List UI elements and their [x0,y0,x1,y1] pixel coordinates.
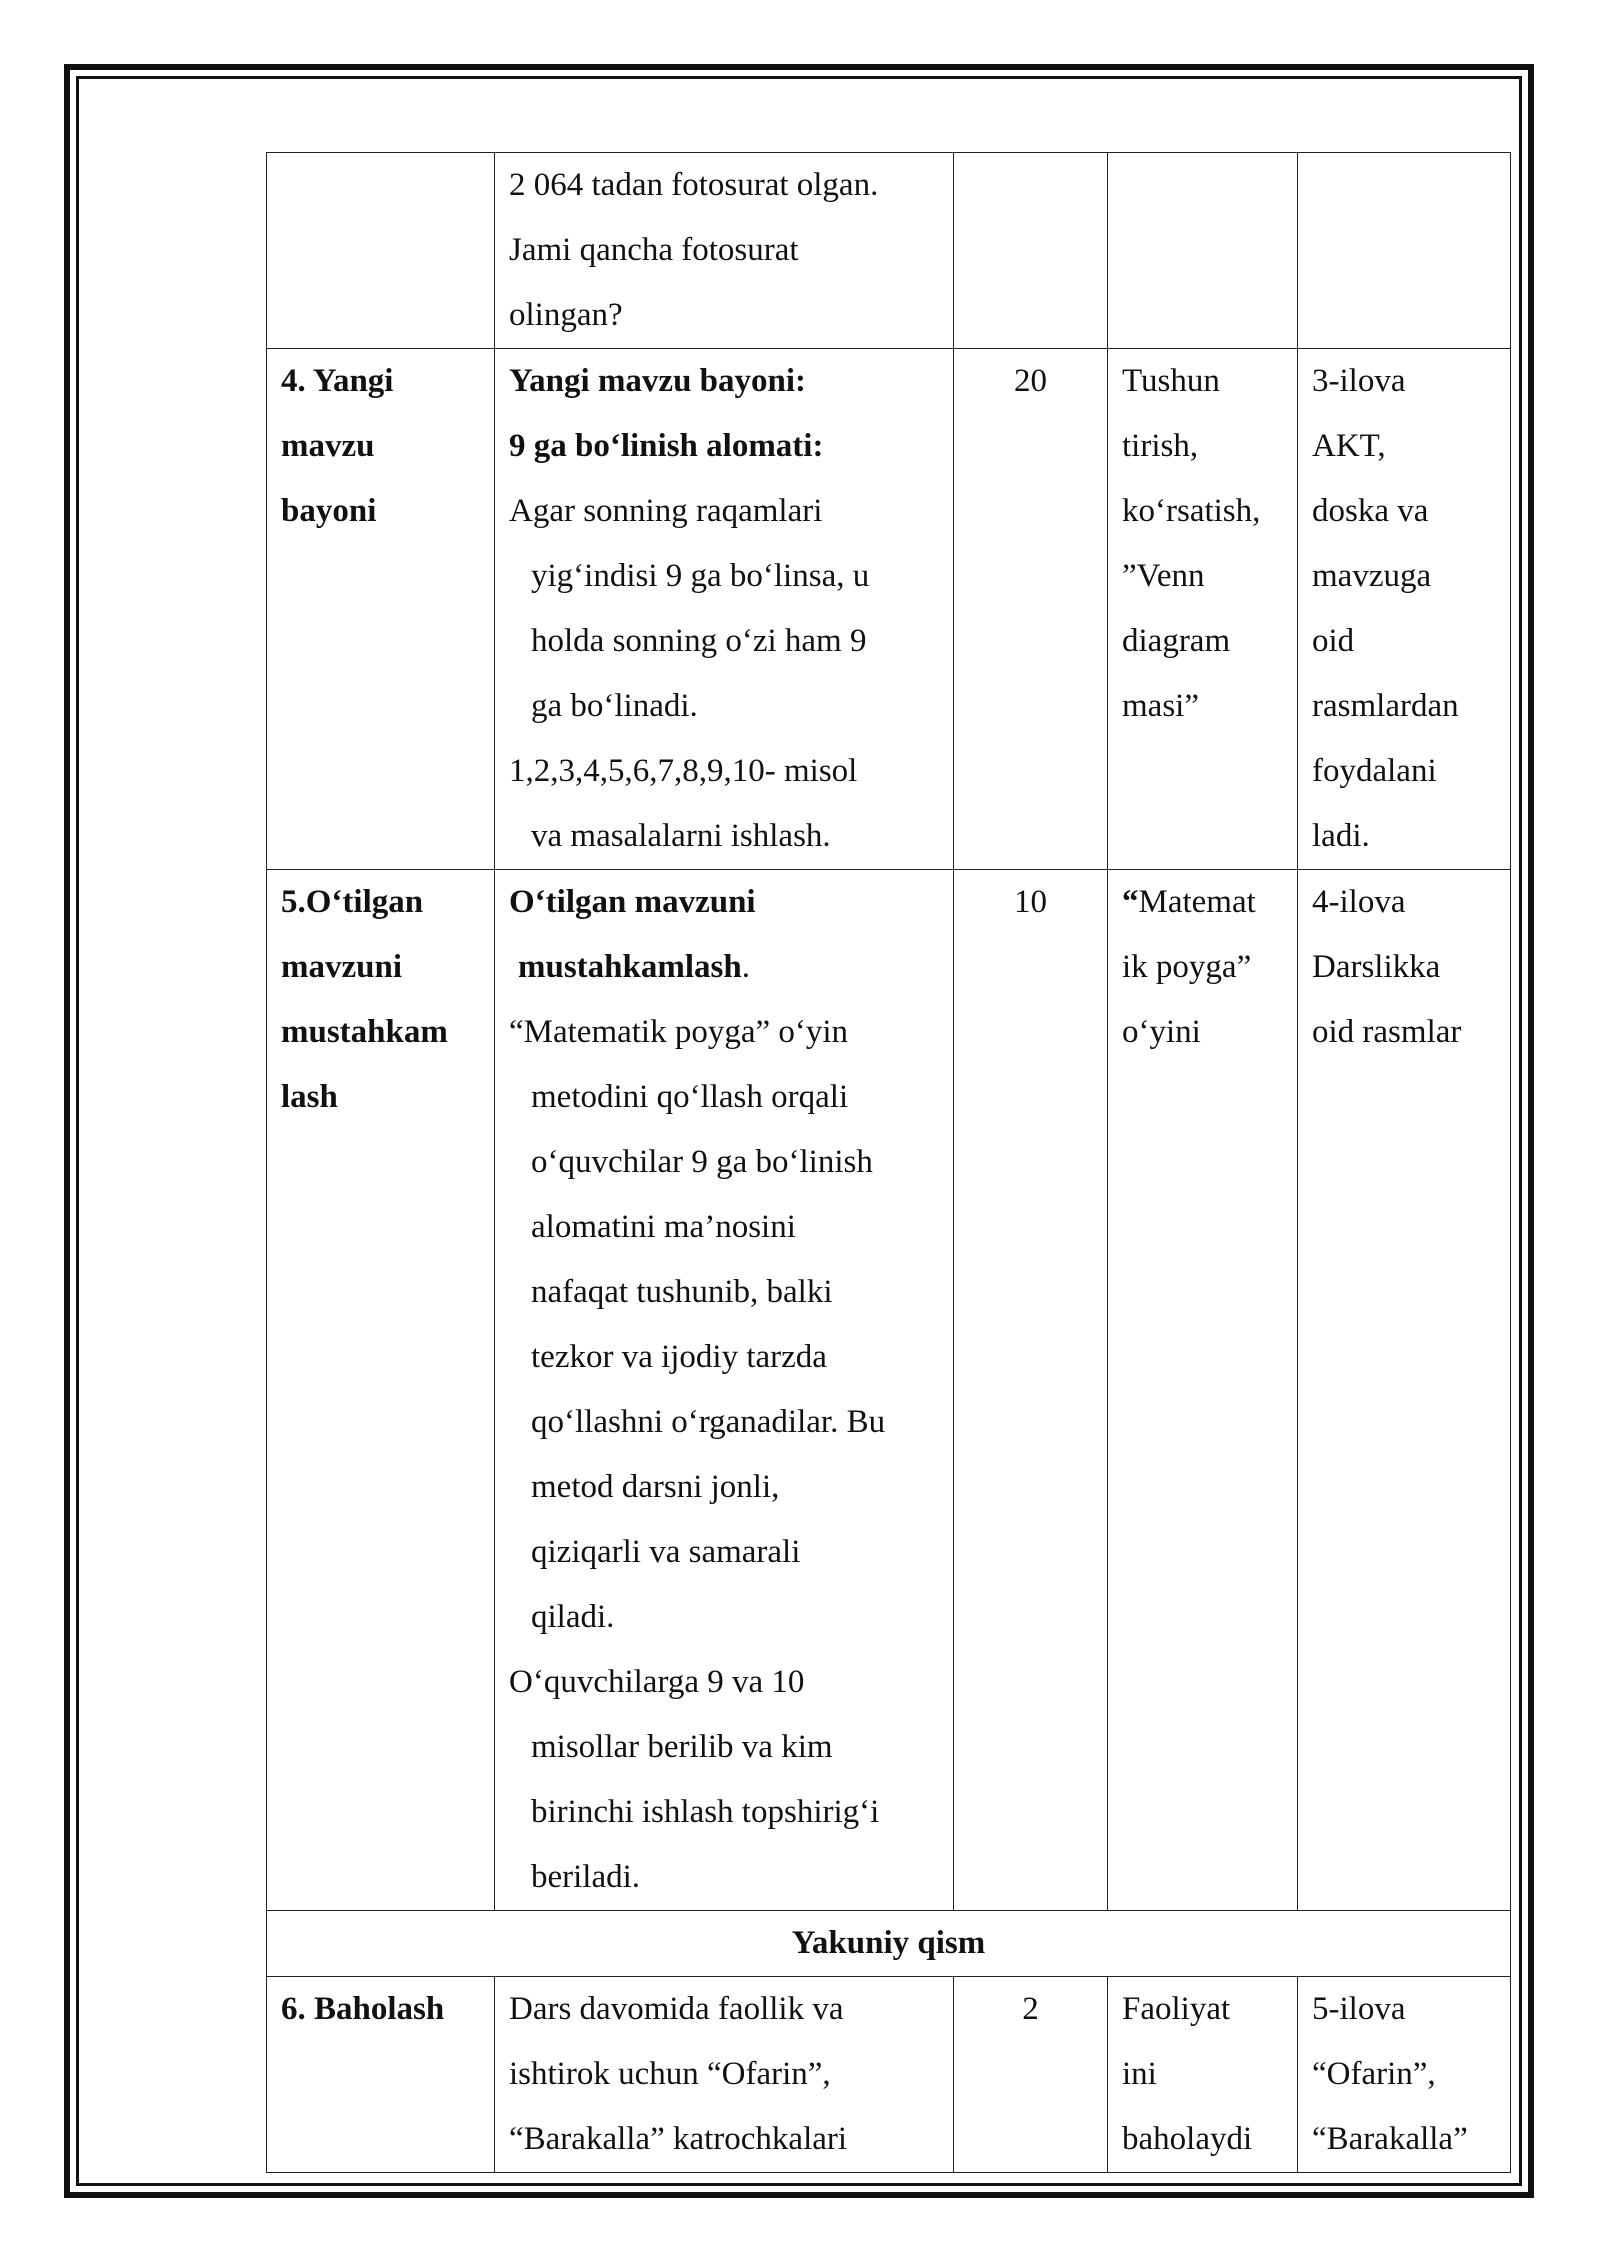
content-line: “Matematik poyga” o‘yin [509,1014,849,1050]
content-heading: 9 ga bo‘linish alomati: [509,428,824,464]
resource-line: ladi. [1312,818,1370,854]
section-row [267,1911,1511,1977]
table-row [267,870,1511,1911]
resource-line: mavzuga [1312,558,1432,594]
method-cell [1108,870,1298,1911]
table-row [267,349,1511,870]
content-line: qiladi. [531,1599,615,1635]
time-cell: 10 [954,870,1108,1911]
content-line: birinchi ishlash topshirig‘i [531,1794,880,1830]
stage-line: bayoni [281,493,377,529]
stage-line: mavzu [281,428,375,464]
resource-line: foydalani [1312,753,1437,789]
content-line: beriladi. [531,1859,641,1895]
content-line: qo‘llashni o‘rganadilar. Bu [531,1404,886,1440]
method-quote: “ [1122,884,1139,920]
method-line: diagram [1122,623,1231,659]
content-line: olingan? [509,297,623,333]
content-line: Agar sonning raqamlari [509,493,823,529]
stage-cell [267,349,495,870]
time-cell: 20 [954,349,1108,870]
table-row [267,1977,1511,2173]
content-line: alomatini ma’nosini [531,1209,796,1245]
resource-cell [1298,349,1511,870]
content-line: Dars davomida faollik va [509,1991,844,2027]
stage-cell: 6. Baholash [267,1977,495,2173]
content-line: metodini qo‘llash orqali [531,1079,849,1115]
time-cell [954,153,1108,349]
content-line: o‘quvchilar 9 ga bo‘linish [531,1144,873,1180]
content-line: qiziqarli va samarali [531,1534,801,1570]
method-line: tirish, [1122,428,1199,464]
content-line: metod darsni jonli, [531,1469,780,1505]
method-line: masi” [1122,688,1199,724]
resource-cell [1298,870,1511,1911]
content-line: ga bo‘linadi. [531,688,698,724]
method-line [1122,870,1283,935]
stage-cell [267,153,495,349]
resource-line: AKT, [1312,428,1386,464]
stage-line: mavzuni [281,949,403,985]
content-heading: Yangi mavzu bayoni: [509,363,807,399]
content-heading-tail: . [741,949,750,985]
content-line: 2 064 tadan fotosurat olgan. [509,167,879,203]
method-line: ”Venn [1122,558,1205,594]
resource-line: “Ofarin”, [1312,2056,1436,2092]
content-line: yig‘indisi 9 ga bo‘linsa, u [531,558,870,594]
content-line: O‘quvchilarga 9 va 10 [509,1664,805,1700]
method-line: baholaydi [1122,2121,1253,2157]
lesson-plan-table [266,152,1511,2173]
content-line: Jami qancha fotosurat [509,232,799,268]
method-line: Tushun [1122,363,1220,399]
stage-line: 5.O‘tilgan [281,884,424,920]
method-cell [1108,349,1298,870]
table-row [267,153,1511,349]
resource-line: rasmlardan [1312,688,1459,724]
resource-line: oid [1312,623,1355,659]
content-cell [495,1977,954,2173]
stage-line: mustahkam [281,1014,448,1050]
stage-cell [267,870,495,1911]
content-heading-bold: mustahkamlash [518,949,742,985]
resource-line: 3-ilova [1312,363,1406,399]
resource-line: “Barakalla” [1312,2121,1468,2157]
resource-line: 4-ilova [1312,884,1406,920]
method-word: Matemat [1138,884,1256,920]
method-line: ko‘rsatish, [1122,493,1261,529]
content-cell [495,870,954,1911]
content-cell [495,349,954,870]
resource-line: Darslikka [1312,949,1441,985]
time-cell: 2 [954,1977,1108,2173]
method-line: Faoliyat [1122,1991,1231,2027]
content-heading: O‘tilgan mavzuni [509,884,756,920]
content-heading [509,935,939,1000]
method-line: o‘yini [1122,1014,1201,1050]
method-cell [1108,1977,1298,2173]
content-line: nafaqat tushunib, balki [531,1274,833,1310]
content-cell [495,153,954,349]
content-line: 1,2,3,4,5,6,7,8,9,10- misol [509,753,858,789]
stage-line: lash [281,1079,338,1115]
method-line: ik poyga” [1122,949,1252,985]
resource-line: oid rasmlar [1312,1014,1462,1050]
resource-line: 5-ilova [1312,1991,1406,2027]
content-line: holda sonning o‘zi ham 9 [531,623,867,659]
content-line: va masalalarni ishlash. [531,818,831,854]
stage-line: 4. Yangi [281,363,394,399]
content-line: misollar berilib va kim [531,1729,833,1765]
content-line: ishtirok uchun “Ofarin”, [509,2056,831,2092]
content-line: tezkor va ijodiy tarzda [531,1339,827,1375]
section-title: Yakuniy qism [267,1911,1511,1977]
resource-line: doska va [1312,493,1429,529]
method-line: ini [1122,2056,1157,2092]
content-line: “Barakalla” katrochkalari [509,2121,848,2157]
method-cell [1108,153,1298,349]
resource-cell [1298,153,1511,349]
resource-cell [1298,1977,1511,2173]
